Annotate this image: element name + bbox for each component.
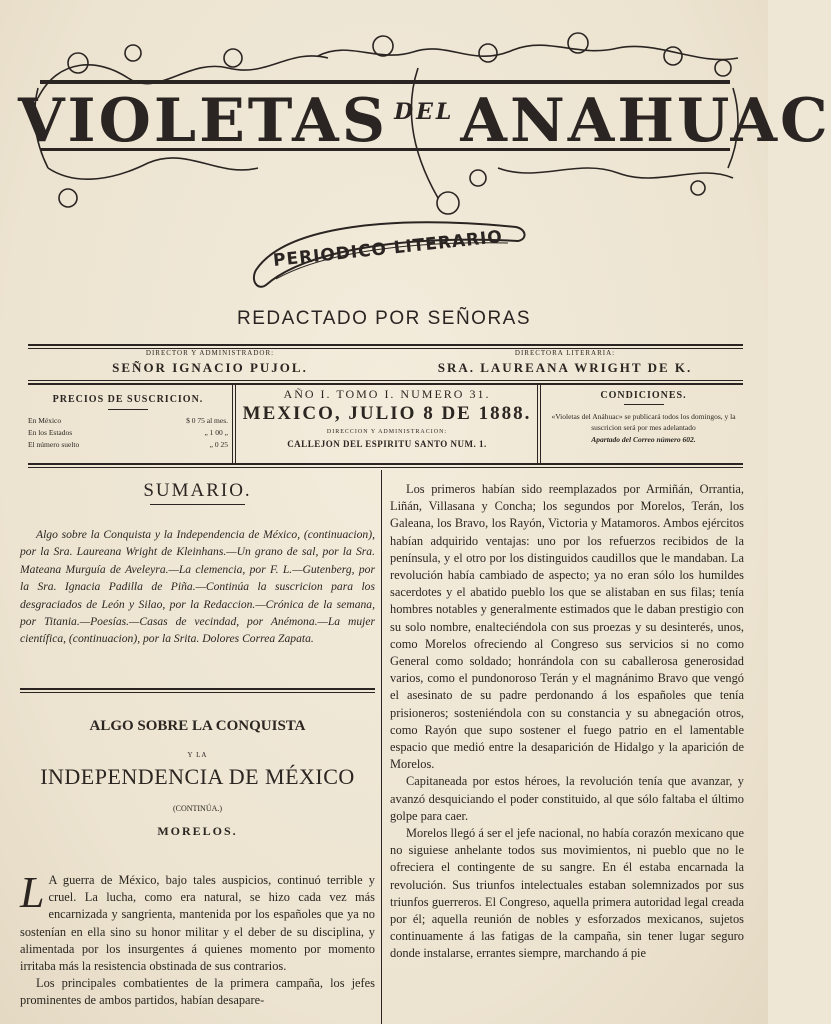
price-row bbox=[28, 428, 228, 437]
sumario-underline bbox=[150, 504, 245, 505]
title-del: DEL bbox=[394, 99, 455, 125]
conditions-text: «Violetas del Anáhuac» se publicará todos los domingos, y la suscricion será por mes adelantado bbox=[551, 412, 736, 432]
prices-divider bbox=[108, 409, 148, 410]
sumario-body bbox=[20, 526, 375, 648]
conditions-box bbox=[546, 384, 741, 468]
price-value: $ 0 75 al mes. bbox=[186, 416, 228, 425]
article-paragraph: A guerra de México, bajo tales auspicios, continuó terrible y cruel. La lucha, como era natural, se hizo cada vez más encarnizada y sangrienta, mantenida por los españoles que ya no sostenían en ella sino su honor militar y el deber de su disciplina, y alimentada por los insurgentes á quienes momento por momento irritaba más la resistencia obstinada de sus contrarios. bbox=[20, 873, 375, 974]
right-column bbox=[390, 481, 744, 963]
price-row bbox=[28, 440, 228, 449]
issue-box bbox=[240, 384, 534, 465]
director-name: SEÑOR IGNACIO PUJOL. bbox=[112, 360, 308, 375]
article-body bbox=[20, 868, 375, 1010]
title-anahuac: ANAHUAC bbox=[460, 86, 831, 156]
issue-date: MEXICO, JULIO 8 DE 1888. bbox=[242, 403, 532, 424]
box-divider-right-2 bbox=[540, 385, 541, 463]
article-section: MORELOS. bbox=[157, 824, 238, 838]
price-value: „ 1 00 „ bbox=[204, 428, 228, 437]
issue-line: AÑO I. TOMO I. NUMERO 31. bbox=[283, 387, 491, 401]
subtitle: REDACTADO POR SEÑORAS bbox=[236, 308, 532, 329]
box-divider-right bbox=[537, 385, 538, 463]
director-label: DIRECTOR Y ADMINISTRADOR: bbox=[145, 349, 275, 357]
box-divider-left bbox=[232, 385, 233, 463]
prices-box bbox=[28, 384, 228, 472]
office-address: CALLEJON DEL ESPIRITU SANTO NUM. 1. bbox=[287, 439, 487, 449]
price-label: El número suelto bbox=[28, 440, 80, 449]
price-row bbox=[28, 416, 228, 425]
conditions-divider bbox=[624, 404, 664, 405]
rule-top bbox=[28, 344, 743, 346]
title-violetas: VIOLETAS bbox=[18, 86, 389, 156]
conditions-title: CONDICIONES. bbox=[600, 390, 687, 401]
sumario-text: Algo sobre la Conquista y la Independencia de México, (continuacion), por la Sra. Laureana Wright de Kleinhans.—Un grano de sal, por la Sra. Mateana Murguía de Aveleyra.—La clemencia, por F. L.—Gutenberg, por la Sra. Ignacia Padilla de Piña.—Continúa la suscricion para los desgraciados de León y Silao, por la Redaccion.—Crónica de la semana, por Titania.—Poesías.—Casas de vecindad, por Anémona.—La mujer científica, (continuacion), por la Srita. Dolores Correa Zapata. bbox=[20, 528, 375, 646]
drop-cap: L bbox=[20, 868, 45, 917]
price-label: En los Estados bbox=[28, 428, 73, 437]
prices-title: PRECIOS DE SUSCRICION. bbox=[52, 394, 204, 405]
sumario-title: SUMARIO. bbox=[143, 480, 252, 501]
section-rule-thin bbox=[20, 692, 375, 693]
column-divider bbox=[381, 470, 382, 1024]
office-label: DIRECCION Y ADMINISTRACION: bbox=[326, 429, 448, 435]
box-divider-left-2 bbox=[235, 385, 236, 463]
periodico-banner bbox=[246, 215, 530, 295]
literary-name: SRA. LAUREANA WRIGHT DE K. bbox=[437, 360, 693, 375]
article-continues: (CONTINÚA.) bbox=[172, 804, 223, 813]
conditions-apartado: Apartado del Correo número 602. bbox=[591, 435, 696, 444]
section-rule bbox=[20, 688, 375, 690]
rule-mid bbox=[28, 380, 743, 381]
right-paragraph: Morelos llegó á ser el jefe nacional, no había corazón mexicano que no siguiese anhelante todos sus movimientos, ni pueblo que no le ofreciera el contingente de su sangre. En él estaba encarnada la revolución. Sus triunfos intelectuales estaban solemnizados por sus triunfos guerreros. El Congreso, aquella primera autoridad legal creada por él; aquella reunión de nobles y esforzados mexicanos, sujetos continuamente á las fatigas de la campaña, sin tener lugar seguro donde instalarse, errantes siempre, marchando á pie bbox=[390, 826, 744, 961]
article-paragraph: Los principales combatientes de la primera campaña, los jefes prominentes de ambos partidos, habían desapare- bbox=[20, 976, 375, 1008]
masthead-title bbox=[18, 86, 831, 156]
masthead bbox=[18, 28, 831, 228]
article-heading: ALGO SOBRE LA CONQUISTA bbox=[89, 718, 306, 734]
right-paragraph: Los primeros habían sido reemplazados por Armiñán, Orrantia, Liñán, Villasana y Concha; los segundos por Morelos, Terán, los Galeana, los Bravo, los Rayón, Victoria y Matamoros. Ambos ejércitos habían adquirido ventajas: uno por los refuerzos recibidos de la península, y el otro por los distinguidos caudillos que le mandaban. La revolución había cambiado de aspecto; ya no eran sólo los humildes sacerdotes y el abatido pueblo los que se alistaban en sus filas; tenía hombres notables y generalmente estimados que le daban prestigio con su solo nombre, enalteciéndola con sus proezas y su desinterés, unos, como Morelos ofreciendo al Congreso sus servicios si no como General como soldado; honrándola con su caballerosa generosidad varios, como el pundonoroso Terán y el magnánimo Bravo que vengó el asesinato de su padre perdonando á los españoles que tenía prisioneros; sosteniéndola con su constancia y su abnegación otros, como Rayón que supo sostener el fuego patrio en el lamentable espacio que medió entre la desaparición de Hidalgo y la aparición de Morelos. bbox=[390, 482, 744, 772]
banner-text: PERIODICO LITERARIO bbox=[272, 226, 504, 272]
price-value: „ 0 25 bbox=[209, 440, 228, 449]
right-paragraph: Capitaneada por estos héroes, la revolución tenía que avanzar, y avanzó desquiciando el poder constituido, al que sólo faltaba el último golpe para caer. bbox=[390, 774, 744, 823]
literary-label: DIRECTORA LITERARIA: bbox=[514, 349, 616, 357]
director-block bbox=[60, 349, 360, 376]
article-connector: Y LA bbox=[187, 751, 208, 759]
literary-block bbox=[390, 349, 740, 376]
article-title: INDEPENDENCIA DE MÉXICO bbox=[40, 764, 355, 789]
price-label: En México bbox=[28, 416, 62, 425]
